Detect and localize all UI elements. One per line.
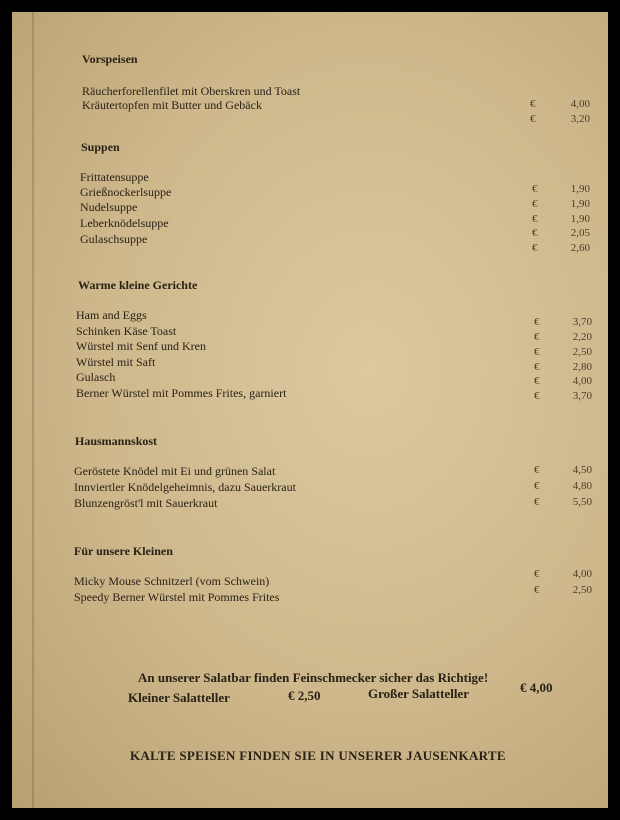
menu-item: Innviertler Knödelgeheimnis, dazu Sauerkraut [74,480,296,494]
menu-price: 1,90 [570,213,590,225]
section-title: Suppen [81,140,120,154]
salad-bar-intro: An unserer Salatbar finden Feinschmecker sicher das Richtige! [138,670,489,685]
menu-price: 3,70 [572,390,592,402]
menu-price: 1,90 [570,183,590,195]
menu-price: 4,50 [572,464,592,476]
menu-item: Speedy Berner Würstel mit Pommes Frites [74,590,280,604]
menu-item: Gulasch [76,370,116,384]
menu-price: 3,70 [572,316,592,328]
euro-sign: € [532,242,538,254]
menu-price: 4,00 [570,98,590,110]
euro-sign: € [530,98,536,110]
section-title: Vorspeisen [82,52,138,66]
menu-item: Grießnockerlsuppe [80,185,172,199]
cold-dishes-note: KALTE SPEISEN FINDEN SIE IN UNSERER JAUSENKARTE [130,748,506,763]
large-salad-label: Großer Salatteller [368,686,469,701]
menu-price: 2,05 [570,227,590,239]
menu-item: Blunzengröst'l mit Sauerkraut [74,496,218,510]
small-salad-label: Kleiner Salatteller [128,690,230,705]
menu-item: Leberknödelsuppe [80,216,169,230]
menu-item: Schinken Käse Toast [76,324,177,338]
menu-price: 3,20 [570,113,590,125]
euro-sign: € [530,113,536,125]
menu-price: 2,80 [572,361,592,373]
menu-price: 5,50 [572,496,592,508]
large-salad-price: € 4,00 [520,680,553,695]
menu-price: 2,50 [572,584,592,596]
euro-sign: € [534,375,540,387]
menu-item: Würstel mit Saft [76,355,156,369]
section-title: Hausmannskost [75,434,158,448]
menu-price: 2,60 [570,242,590,254]
euro-sign: € [534,480,540,492]
menu-item: Frittatensuppe [80,170,149,184]
euro-sign: € [534,496,540,508]
euro-sign: € [534,568,540,580]
menu-item: Kräutertopfen mit Butter und Gebäck [82,98,262,112]
section-title: Für unsere Kleinen [74,544,173,558]
menu-item: Nudelsuppe [80,200,138,214]
menu-item: Würstel mit Senf und Kren [76,339,206,353]
menu-item: Micky Mouse Schnitzerl (vom Schwein) [74,574,270,588]
euro-sign: € [534,361,540,373]
euro-sign: € [534,390,540,402]
euro-sign: € [532,227,538,239]
euro-sign: € [534,584,540,596]
menu-price: 1,90 [570,198,590,210]
euro-sign: € [532,183,538,195]
menu-price: 2,20 [572,331,592,343]
menu-item: Gulaschsuppe [80,232,148,246]
menu-page [12,12,608,808]
menu-item: Ham and Eggs [76,308,147,322]
menu-price: 2,50 [572,346,592,358]
menu-price: 4,00 [572,375,592,387]
euro-sign: € [532,198,538,210]
euro-sign: € [534,331,540,343]
menu-item: Geröstete Knödel mit Ei und grünen Salat [74,464,276,478]
euro-sign: € [534,464,540,476]
menu-price: 4,80 [572,480,592,492]
euro-sign: € [534,346,540,358]
menu-price: 4,00 [572,568,592,580]
small-salad-price: € 2,50 [288,688,321,703]
menu-item: Räucherforellenfilet mit Oberskren und Toast [82,84,301,98]
euro-sign: € [534,316,540,328]
euro-sign: € [532,213,538,225]
page-fold [32,12,34,808]
menu-item: Berner Würstel mit Pommes Frites, garniert [76,386,287,400]
section-title: Warme kleine Gerichte [78,278,198,292]
